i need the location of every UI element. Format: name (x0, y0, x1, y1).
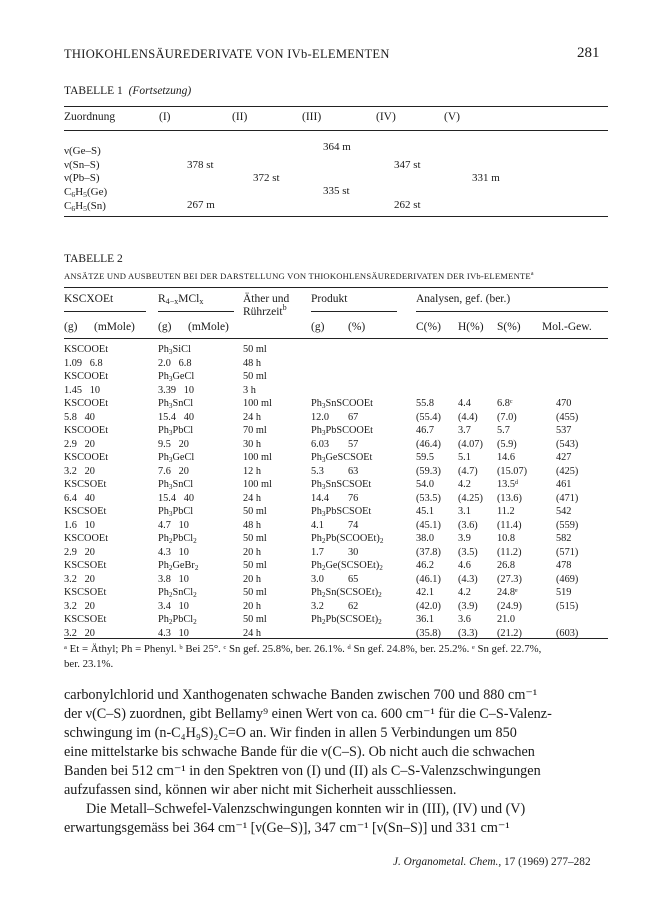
table2-cell: (3.9) (458, 600, 478, 612)
table2-cell: (471) (556, 492, 579, 504)
table2-cell: 100 ml (243, 479, 272, 490)
table2-cell: $Ph_2Pb(SCOOEt)_2$ (311, 533, 384, 545)
table2-cell: 4.2 (458, 587, 471, 598)
table2-cell: $Ph_2Ge(SCSOEt)_2$ (311, 560, 383, 572)
table2-cell: 1.7 (311, 546, 324, 558)
table2-cell: 59.5 (416, 452, 435, 463)
table2-cell: 76 (348, 492, 359, 504)
table2-cell: KSCOOEt (64, 425, 109, 436)
table2-cell: 3 h (243, 384, 256, 396)
table2-cell: 12.0 (311, 411, 330, 423)
table2-cell: (55.4) (416, 411, 441, 423)
table2-cell: KSCOOEt (64, 344, 109, 355)
hdr-c: C(%) (416, 321, 441, 333)
table1-col-4: (IV) (376, 111, 396, 123)
table2-cell: 50 ml (243, 344, 267, 355)
table2-cell: 4.3 10 (158, 627, 189, 639)
table2-cell: (4.4) (458, 411, 478, 423)
table2-cell: 3.2 20 (64, 600, 95, 612)
table2-cell: 3.39 10 (158, 384, 195, 396)
table2-cell: $Ph_3SnCl$ (158, 479, 194, 491)
table1-value: 372 st (253, 172, 280, 184)
body-line-4: eine mittelstarke bis schwache Bande für die ν(C–S). Ob nicht auch die schwachen (64, 744, 535, 760)
table1-row-label: $C_6H_5(Sn)$ (64, 200, 106, 213)
table2-cell: 24 h (243, 627, 262, 639)
rule-rmcl (158, 311, 234, 312)
table2-cell: KSCSOEt (64, 479, 107, 490)
table2-header-rule (64, 338, 608, 339)
table2-cell: 50 ml (243, 587, 267, 598)
table2-cell: 1.6 10 (64, 519, 95, 531)
table2-cell: 55.8 (416, 398, 435, 409)
table2-cell: (603) (556, 627, 579, 639)
table2-cell: 6.4 40 (64, 492, 95, 504)
table2-cell: 13.5ᵈ (497, 479, 519, 490)
hdr-ksc: KSCXOEt (64, 293, 114, 305)
table2-cell: 46.2 (416, 560, 435, 571)
table2-cell: (543) (556, 438, 579, 450)
table2-cell: 15.4 40 (158, 492, 195, 504)
rule-produkt (311, 311, 397, 312)
table2-cell: 20 h (243, 573, 262, 585)
hdr-mmole1: (mMole) (94, 321, 135, 333)
table2-cell: (11.2) (497, 546, 522, 558)
table2-cell: 5.3 (311, 465, 324, 477)
hdr-molgew: Mol.-Gew. (542, 321, 592, 333)
table2-cell: KSCSOEt (64, 506, 107, 517)
table2-cell: (3.3) (458, 627, 478, 639)
table2-cell: (515) (556, 600, 579, 612)
table2-cell: 3.4 10 (158, 600, 189, 612)
table2-cell: 20 h (243, 546, 262, 558)
table2-cell: KSCSOEt (64, 587, 107, 598)
table2-cell: 5.8 40 (64, 411, 95, 423)
table1-row-label: ν(Sn–S) (64, 159, 100, 171)
table2-cell: $Ph_2SnCl_2$ (158, 587, 197, 599)
table2-cell: (35.8) (416, 627, 441, 639)
table2-cell: 54.0 (416, 479, 435, 490)
table1-col-1: (I) (159, 111, 171, 123)
table2-cell: (4.7) (458, 465, 478, 477)
table2-cell: $Ph_2Pb(SCSOEt)_2$ (311, 614, 382, 626)
table2-cell: $Ph_3SnSCOOEt$ (311, 398, 373, 410)
table2-cell: 24 h (243, 411, 262, 423)
table2-cell: 57 (348, 438, 359, 450)
body-line-3: schwingung im (n-C₄H₉S)₂C=O an. Wir finden in allen 5 Verbindungen um 850 (64, 725, 517, 741)
rule-ksc (64, 311, 146, 312)
table2-cell: 46.7 (416, 425, 435, 436)
table2-cell: 4.6 (458, 560, 471, 571)
table2-cell: 21.0 (497, 614, 516, 625)
table2-cell: KSCSOEt (64, 614, 107, 625)
table2-cell: (469) (556, 573, 579, 585)
hdr-ruhrzeit: Rührzeit$^b$ (243, 303, 287, 318)
table2-cell: (571) (556, 546, 579, 558)
table2-cell: 4.7 10 (158, 519, 189, 531)
page-number: 281 (577, 45, 600, 61)
table2-bottom-rule (64, 638, 608, 639)
rule-analysen (416, 311, 608, 312)
table2-cell: 38.0 (416, 533, 435, 544)
table1-caption (64, 85, 191, 97)
table2-cell: 100 ml (243, 452, 272, 463)
table2-cell: 74 (348, 519, 359, 531)
table2-cell: 48 h (243, 357, 262, 369)
table1-header-rule (64, 130, 608, 131)
citation-journal: J. Organometal. Chem., (393, 856, 502, 868)
table2-cell: $Ph_2Sn(SCSOEt)_2$ (311, 587, 382, 599)
table2-cell: 48 h (243, 519, 262, 531)
table2-cell: (46.4) (416, 438, 441, 450)
table2-cell: 519 (556, 587, 572, 598)
table2-cell: 1.09 6.8 (64, 357, 103, 369)
table2-cell: 3.8 10 (158, 573, 189, 585)
table2-cell: 63 (348, 465, 359, 477)
table2-cell: (4.3) (458, 573, 478, 585)
table2-cell: $Ph_3SiCl$ (158, 344, 191, 356)
table2-cell: 427 (556, 452, 572, 463)
table1-row-label: ν(Pb–S) (64, 172, 100, 184)
table2-cell: KSCSOEt (64, 560, 107, 571)
table2-cell: 20 h (243, 600, 262, 612)
body-line-2: der ν(C–S) zuordnen, gibt Bellamy⁹ einen Wert von ca. 600 cm⁻¹ für die C–S-Valenz- (64, 706, 552, 722)
table2-cell: (11.4) (497, 519, 522, 531)
table2-cell: (46.1) (416, 573, 441, 585)
table2-cell: KSCOOEt (64, 533, 109, 544)
table2-cell: 1.45 10 (64, 384, 101, 396)
table2-cell: (37.8) (416, 546, 441, 558)
table2-cell: 62 (348, 600, 359, 612)
table2-cell: 4.2 (458, 479, 471, 490)
table2-cell: 45.1 (416, 506, 435, 517)
table2-cell: 7.6 20 (158, 465, 189, 477)
table2-cell: 70 ml (243, 425, 267, 436)
table2-cell: KSCOOEt (64, 398, 109, 409)
table2-cell: (24.9) (497, 600, 522, 612)
table2-cell: 3.6 (458, 614, 471, 625)
table2-cell: 100 ml (243, 398, 272, 409)
table2-cell: $Ph_2PbCl_2$ (158, 614, 197, 626)
table2-cell: 2.9 20 (64, 546, 95, 558)
body-line-7: Die Metall–Schwefel-Valenzschwingungen konnten wir in (III), (IV) und (V) (86, 801, 526, 817)
hdr-g3: (g) (311, 321, 325, 333)
hdr-ether: Äther und (243, 293, 290, 305)
table2-cell: (4.07) (458, 438, 483, 450)
table2-cell: 542 (556, 506, 572, 517)
body-line-5: Banden bei 512 cm⁻¹ in den Spektren von (I) und (II) als C–S-Valenzschwingungen (64, 763, 541, 779)
table2-cell: 470 (556, 398, 572, 409)
table1-value: 331 m (472, 172, 500, 184)
table2-cell: (5.9) (497, 438, 517, 450)
citation-volume: 17 (1969) 277–282 (503, 856, 591, 868)
table2-cell: $Ph_3PbCl$ (158, 425, 194, 437)
table2-cell: (559) (556, 519, 579, 531)
journal-citation (393, 856, 591, 868)
table2-cell: 12 h (243, 465, 262, 477)
table1-col-5: (V) (444, 111, 460, 123)
table1-col-0: Zuordnung (64, 111, 116, 123)
hdr-analysen: Analysen, gef. (ber.) (416, 293, 511, 305)
table1-note: (Fortsetzung) (128, 85, 192, 97)
table2-cell: 50 ml (243, 506, 267, 517)
table2-cell: (425) (556, 465, 579, 477)
table2-cell: 24.8ᵉ (497, 587, 518, 598)
table1-bottom-rule (64, 216, 608, 217)
table2-cell: 50 ml (243, 560, 267, 571)
table2-cell: 3.2 20 (64, 573, 95, 585)
hdr-g1: (g) (64, 321, 78, 333)
table1-row-label: $C_6H_5(Ge)$ (64, 186, 108, 199)
table2-cell: KSCOOEt (64, 371, 109, 382)
table1-col-2: (II) (232, 111, 248, 123)
table2-cell: $Ph_3SnSCSOEt$ (311, 479, 372, 491)
table2-cell: 582 (556, 533, 572, 544)
table1-value: 267 m (187, 199, 215, 211)
table1-value: 364 m (323, 141, 351, 153)
table2-cell: (455) (556, 411, 579, 423)
table2-cell: 24 h (243, 492, 262, 504)
table2-subtitle (64, 271, 534, 281)
table2-subtitle-text: ANSÄTZE UND AUSBEUTEN BEI DER DARSTELLUNG VON THIOKOHLENSÄUREDERIVATEN DER IVb-ELEMENTE (64, 271, 531, 281)
table2-cell: 2.0 6.8 (158, 357, 192, 369)
table2-cell: 4.4 (458, 398, 471, 409)
table2-cell: 5.1 (458, 452, 471, 463)
table2-cell: 15.4 40 (158, 411, 195, 423)
body-line-8: erwartungsgemäss bei 364 cm⁻¹ [ν(Ge–S)], 347 cm⁻¹ [ν(Sn–S)] und 331 cm⁻¹ (64, 820, 510, 836)
hdr-h: H(%) (458, 321, 484, 333)
table2-cell: $Ph_3GeCl$ (158, 371, 195, 383)
hdr-rmcl: $R_{4-x}MCl_x$ (158, 293, 204, 306)
table2-cell: 3.2 20 (64, 627, 95, 639)
hdr-s: S(%) (497, 321, 521, 333)
table2-cell: 3.9 (458, 533, 471, 544)
table2-cell: 26.8 (497, 560, 516, 571)
table1-value: 378 st (187, 159, 214, 171)
table2-cell: 10.8 (497, 533, 516, 544)
table2-cell: (59.3) (416, 465, 441, 477)
table1-value: 262 st (394, 199, 421, 211)
hdr-ruhrzeit-text: Rührzeit (243, 306, 283, 318)
table2-cell: 67 (348, 411, 359, 423)
table2-cell: 6.03 (311, 438, 330, 450)
table2-cell: 42.1 (416, 587, 435, 598)
table2-cell: 3.2 20 (64, 465, 95, 477)
table1-top-rule (64, 106, 608, 107)
table2-cell: 14.4 (311, 492, 330, 504)
table2-cell: (45.1) (416, 519, 441, 531)
table2-cell: 478 (556, 560, 572, 571)
table2-cell: 11.2 (497, 506, 515, 517)
table2-footnote-line1: ᵃ Et = Äthyl; Ph = Phenyl. ᵇ Bei 25°. ᶜ Sn gef. 25.8%, ber. 26.1%. ᵈ Sn gef. 24.8%, ber. 25.2%. ᵉ Sn gef. 22.7%, (64, 643, 542, 655)
table1-value: 335 st (323, 185, 350, 197)
table2-cell: 36.1 (416, 614, 435, 625)
table2-cell: 65 (348, 573, 359, 585)
table1-label: TABELLE 1 (64, 85, 123, 97)
table2-cell: 6.8ᶜ (497, 398, 513, 409)
table2-cell: 50 ml (243, 371, 267, 382)
table2-cell: KSCOOEt (64, 452, 109, 463)
table2-cell: 50 ml (243, 533, 267, 544)
table2-cell: 2.9 20 (64, 438, 95, 450)
table2-cell: (15.07) (497, 465, 528, 477)
table2-cell: 537 (556, 425, 572, 436)
table2-cell: 3.7 (458, 425, 471, 436)
table2-caption: TABELLE 2 (64, 253, 123, 265)
running-title: THIOKOHLENSÄUREDERIVATE VON IVb-ELEMENTEN (64, 47, 390, 61)
table2-cell: $Ph_3GeSCSOEt$ (311, 452, 373, 464)
table2-cell: $Ph_3GeCl$ (158, 452, 195, 464)
hdr-pct: (%) (348, 321, 366, 333)
table2-cell: (3.5) (458, 546, 478, 558)
table2-cell: (53.5) (416, 492, 441, 504)
body-line-6: aufzufassen sind, können wir aber nicht mit Sicherheit ausschliessen. (64, 782, 457, 798)
table2-cell: 5.7 (497, 425, 510, 436)
table2-cell: 4.3 10 (158, 546, 189, 558)
table2-cell: (42.0) (416, 600, 441, 612)
table2-cell: (27.3) (497, 573, 522, 585)
table1-row-label: ν(Ge–S) (64, 145, 101, 157)
table2-cell: 9.5 20 (158, 438, 189, 450)
table2-cell: $Ph_3PbSCSOEt$ (311, 506, 372, 518)
table1-value: 347 st (394, 159, 421, 171)
table2-cell: 30 h (243, 438, 262, 450)
hdr-produkt: Produkt (311, 293, 348, 305)
table2-cell: (13.6) (497, 492, 522, 504)
table2-cell: 461 (556, 479, 572, 490)
table1-col-3: (III) (302, 111, 322, 123)
table2-cell: (21.2) (497, 627, 522, 639)
table2-cell: $Ph_2GeBr_2$ (158, 560, 199, 572)
table2-cell: 30 (348, 546, 359, 558)
body-line-1: carbonylchlorid und Xanthogenaten schwache Banden zwischen 700 und 880 cm⁻¹ (64, 687, 538, 703)
table2-cell: 50 ml (243, 614, 267, 625)
table2-cell: 14.6 (497, 452, 516, 463)
table2-cell: (3.6) (458, 519, 478, 531)
table2-cell: $Ph_3PbSCOOEt$ (311, 425, 373, 437)
table2-cell: $Ph_2PbCl_2$ (158, 533, 197, 545)
table2-cell: (7.0) (497, 411, 517, 423)
table2-cell: $Ph_3SnCl$ (158, 398, 194, 410)
table2-cell: (4.25) (458, 492, 483, 504)
table2-cell: $Ph_3PbCl$ (158, 506, 194, 518)
table2-cell: 3.1 (458, 506, 471, 517)
table2-cell: 3.0 (311, 573, 324, 585)
table2-top-rule (64, 287, 608, 288)
hdr-g2: (g) (158, 321, 172, 333)
table2-subtitle-mark: a (530, 271, 534, 278)
table2-footnote-line2: ber. 23.1%. (64, 658, 114, 670)
hdr-mmole2: (mMole) (188, 321, 229, 333)
table2-cell: 4.1 (311, 519, 324, 531)
table2-cell: 3.2 (311, 600, 324, 612)
